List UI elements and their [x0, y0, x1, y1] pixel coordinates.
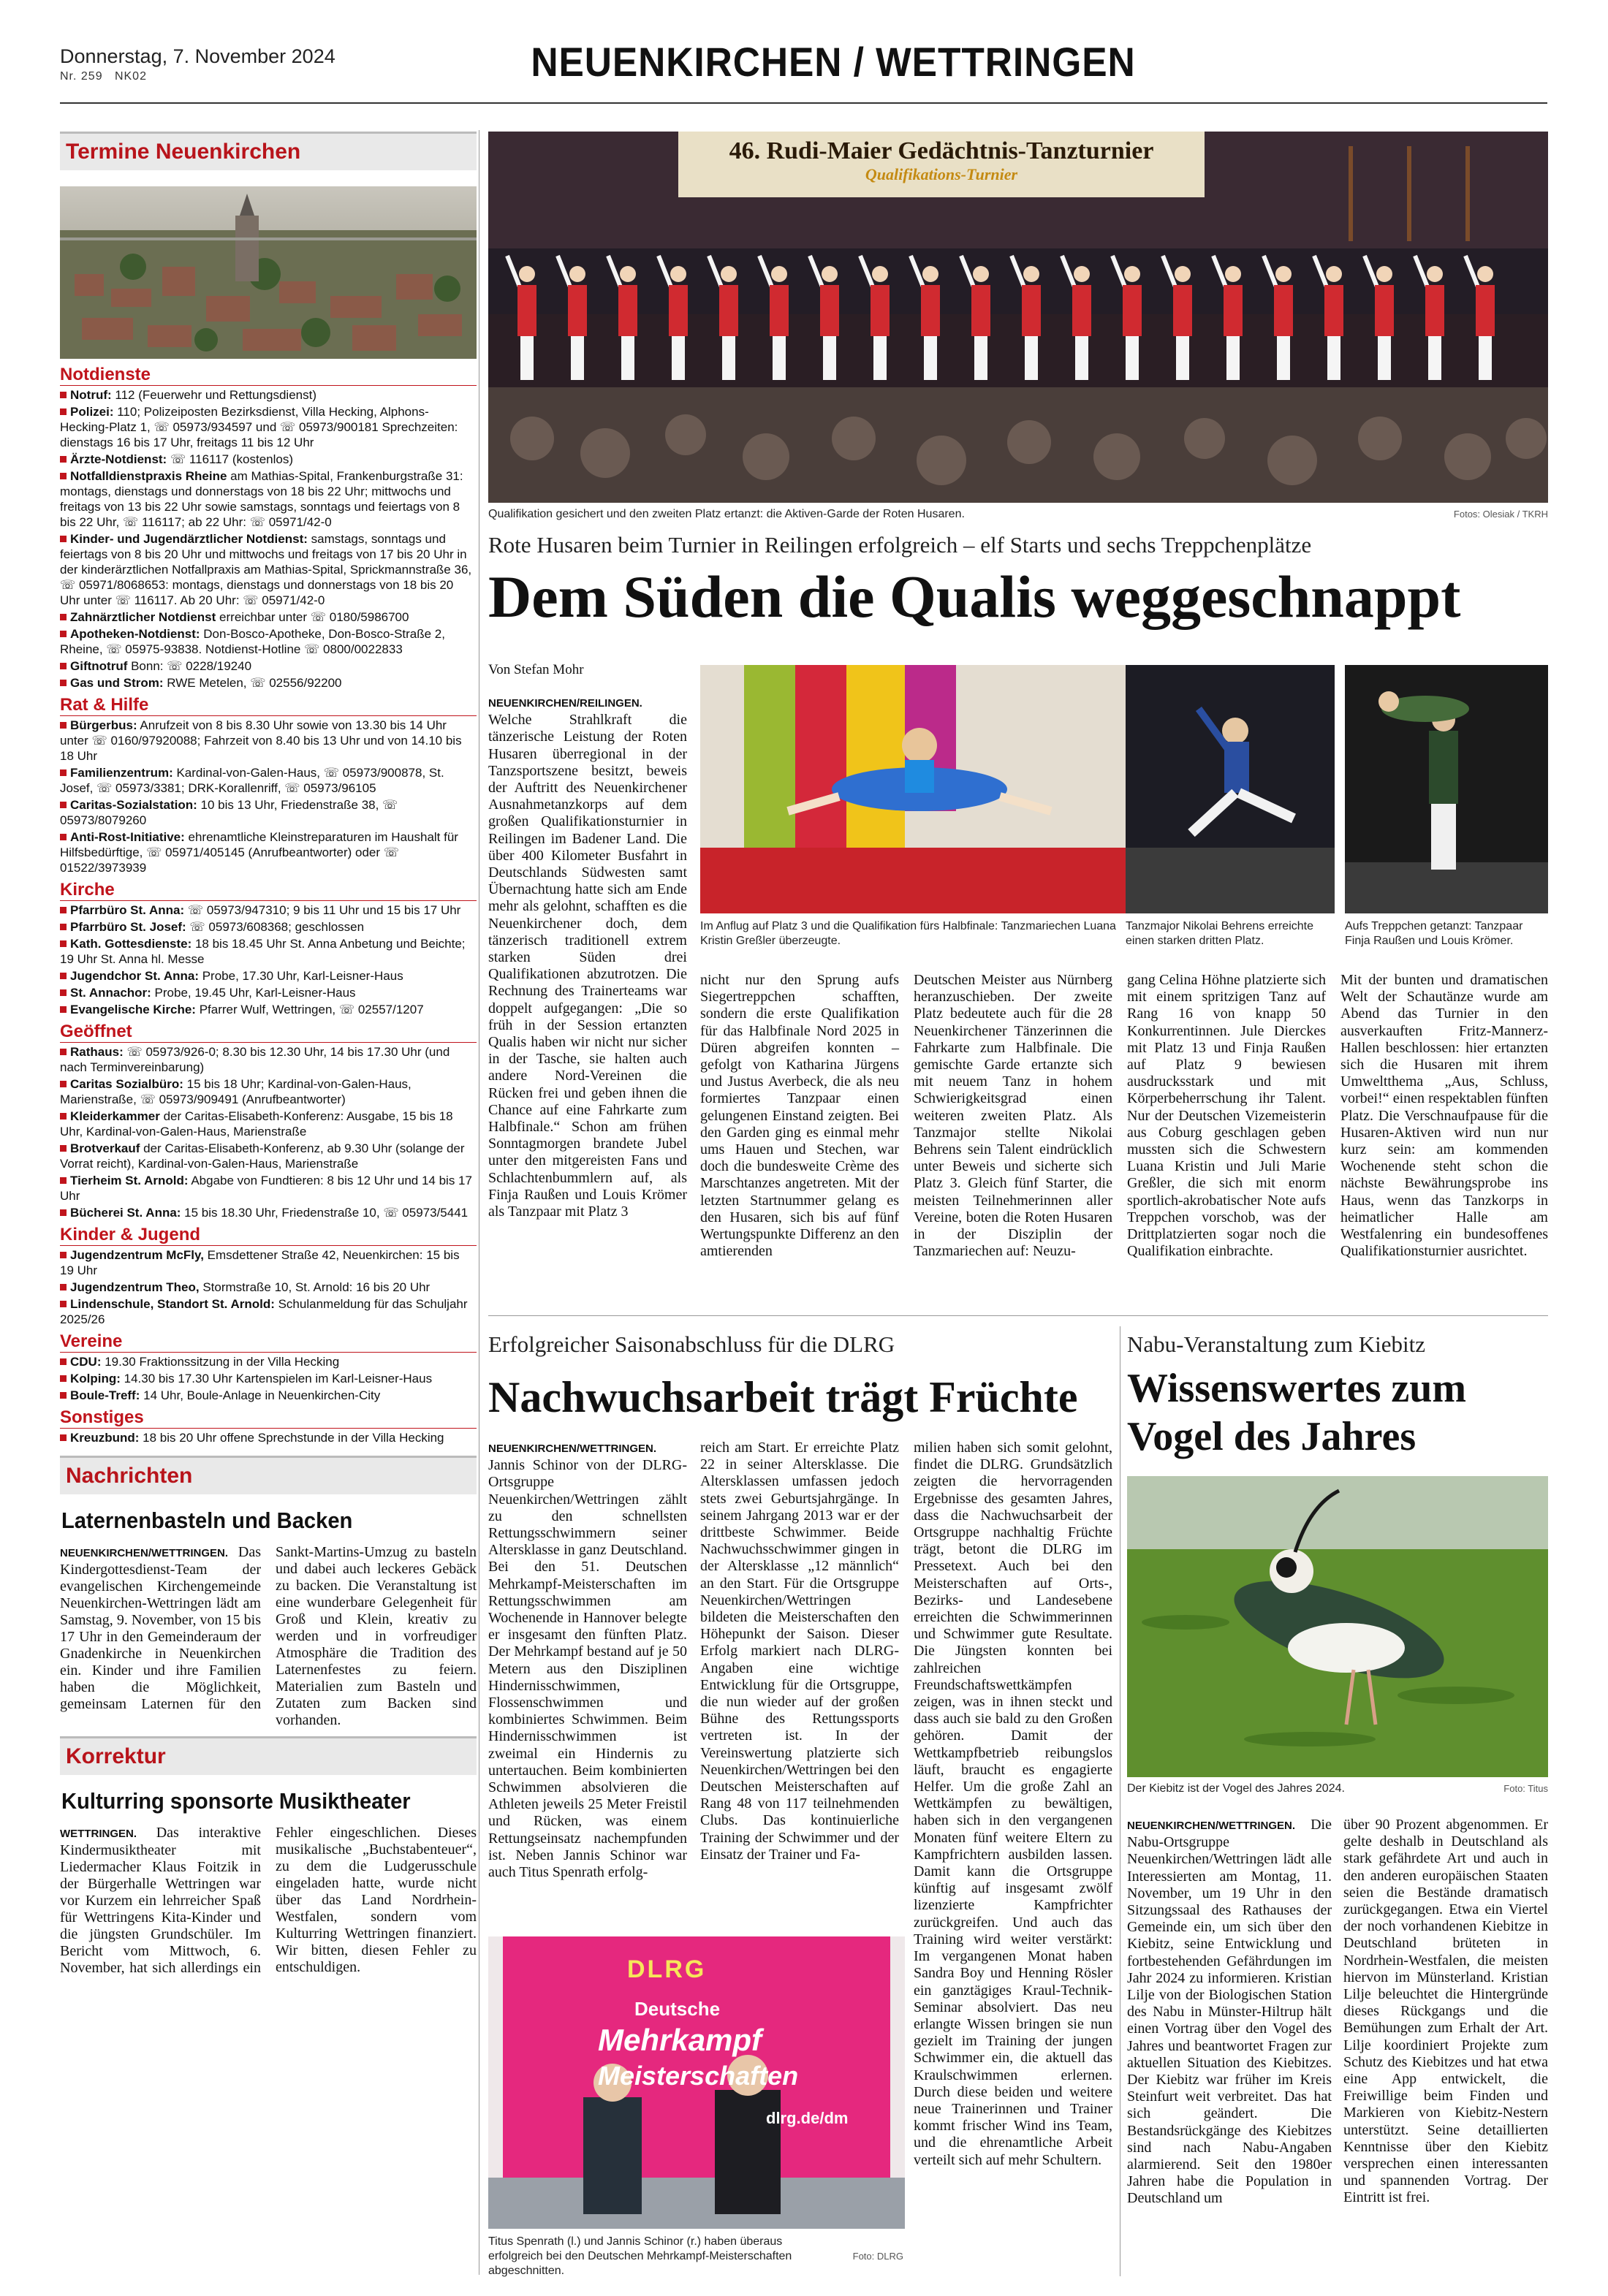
- termine-entry: [60, 1002, 477, 1017]
- dancer-figure: [1123, 285, 1142, 336]
- termine-entry-label: Apotheken-Notdienst:: [70, 627, 200, 641]
- termine-section-heading: Vereine: [60, 1331, 477, 1353]
- nachrichten-body: [60, 1544, 477, 1729]
- bullet-square-icon: [60, 1209, 67, 1216]
- main-col-5: Mit der bunten und dramatischen Welt der Schautänze wurde am Abend das Turnier in den ausverkauften Fritz-Mannerz-Hallen beschlossen: hier ertanzten sich die Husaren mit ihrem Umweltthema „Aus, Schluss, vorbei!“ einen respektablen fünften Platz. Die Verschnaufpause für die Husaren-Aktiven wird nun nur kurz sein: am kommenden Wochenende steht schon die nächste Bewährungsprobe ins Haus, wenn das Tanzkorps in heimatlicher Halle am Westfalenring ein bundesoffenes Qualifikationsturnier ausrichtet.: [1340, 972, 1548, 1260]
- page-title: NEUENKIRCHEN / WETTRINGEN: [531, 39, 1136, 85]
- lapwing-image: [1127, 1476, 1548, 1777]
- termine-entry-text: erreichbar unter ☏ 0180/5986700: [216, 610, 409, 624]
- dancer-head: [1023, 266, 1039, 282]
- termine-entry-label: Jugendzentrum McFly,: [70, 1248, 204, 1262]
- termine-entry-label: Familienzentrum:: [70, 766, 173, 780]
- dancer-head: [1427, 266, 1443, 282]
- termine-section-heading: Notdienste: [60, 365, 477, 386]
- termine-entry: [60, 404, 477, 450]
- dancer-figure: [1425, 285, 1444, 336]
- termine-entry-text: RWE Metelen, ☏ 02556/92200: [163, 676, 342, 690]
- termine-entry-text: 15 bis 18 Uhr; Kardinal-von-Galen-Haus, Marienstraße, ☏ 05973/909491 (Anrufbeantworter): [60, 1077, 412, 1106]
- bullet-square-icon: [60, 1177, 67, 1184]
- termine-entry-label: Evangelische Kirche:: [70, 1003, 196, 1016]
- termine-entry-text: 110; Polizeiposten Bezirksdienst, Villa Hecking, Alphons-Hecking-Platz 1, ☏ 05973/934597 und ☏ 05973/900181 Sprechzeiten: dienstags 16 bis 17 Uhr, freitags 11 bis 12 Uhr: [60, 405, 458, 449]
- termine-entry-label: Kinder- und Jugendärztlicher Notdienst:: [70, 532, 308, 546]
- termine-heading: Termine Neuenkirchen: [60, 132, 477, 170]
- dancer-legs: [1226, 336, 1240, 380]
- dancer-figure: [1274, 285, 1293, 336]
- termine-entry: [60, 829, 477, 875]
- dlrg-col-2: reich am Start. Er erreichte Platz 22 in seiner Altersklasse. Die Altersklassen umfassen jedoch stets zwei Geburtsjahrgänge. In seinem Jahrgang 2013 war er der drittbeste Schwimmer. Beide Nachwuchsschwimmer gingen in der Altersklasse „12 männlich“ an den Start. Für die Ortsgruppe Neuenkirchen/Wettringen bildeten die Meisterschaften den Höhepunkt der Saison. Dieser Erfolg markiert nach DLRG-Angaben eine wichtige Entwicklung für die Ortsgruppe, die nun wieder auf der großen Bühne des Rettungssports vertreten ist. In der Vereinswertung platzierte sich Neuenkirchen/Wettringen bei den Deutschen Meisterschaften auf Rang 48 von 117 teilnehmenden Clubs. Das kontinuierliche Training der Schwimmer und der Einsatz der Trainer und Fa-: [700, 1440, 899, 1863]
- main-col-2: nicht nur den Sprung aufs Siegertreppchen schafften, sondern die erste Qualifikation für das Halbfinale Nord 2025 in Düren abgreifen konnten – gefolgt von Katharina Jürgens und Justus Averbeck, die als neu formiertes Tanzpaar einen gelungenen Einstand zeigten. Bei den Garden ging es einmal mehr ums Hauen und Stechen, war doch die bundesweite Crème des Marschtanzes angetreten. Mit der letzten Startnummer gelang es den Husaren, sich bis auf fünf Wertungspunkte Differenz an den amtierenden: [700, 972, 899, 1260]
- dancer-figure: [1022, 285, 1041, 336]
- bullet-square-icon: [60, 834, 67, 840]
- dancer-figure: [669, 285, 688, 336]
- termine-entry-text: ☏ 05973/608368; geschlossen: [186, 920, 365, 934]
- termine-entry-text: 14 Uhr, Boule-Anlage in Neuenkirchen-City: [140, 1388, 381, 1402]
- termine-entry-label: Ärzte-Notdienst:: [70, 452, 167, 466]
- dancer-head: [670, 266, 686, 282]
- termine-entry: [60, 765, 477, 796]
- termine-entry-text: 18 bis 18.45 Uhr St. Anna Anbetung und Beichte; 19 Uhr St. Anna hl. Messe: [60, 937, 466, 966]
- dancer-legs: [1025, 336, 1038, 380]
- termine-entry-label: Jugendzentrum Theo,: [70, 1280, 200, 1294]
- dlrg-credit: Foto: DLRG: [852, 2251, 903, 2262]
- termine-entry-text: der Caritas-Elisabeth-Konferenz, ab 9.30 Uhr (solange der Vorrat reicht), Kardinal-von-Galen-Haus, Marienstraße: [60, 1141, 465, 1171]
- tanzmariechen-image: [700, 665, 1161, 913]
- kiebitz-photo: [1127, 1476, 1548, 1777]
- termine-entry: [60, 1205, 477, 1220]
- tanzmajor-image: [1126, 665, 1335, 913]
- termine-entry: [60, 468, 477, 530]
- bullet-square-icon: [60, 1113, 67, 1120]
- photo-tanzmajor: [1126, 665, 1335, 913]
- nabu-col1-text: Die Nabu-Ortsgruppe Neuenkirchen/Wettringen lädt alle Interessierten am Montag, 11. November, um 19 Uhr in den Sitzungssaal des Rathauses der Gemeinde ein, um sich über den Kiebitz, seine Entwicklung und fortbestehenden Gefährdungen im Jahr 2024 zu informieren. Kristian Lilje von der Biologischen Station des Nabu in Münster-Hiltrup hält einen Vortrag über den Vogel des Jahres und beantwortet Fragen zur aktuellen Situation des Kiebitzes. Der Kiebitz war früher im Kreis Steinfurt weit verbreitet. Das hat sich geändert. Die Bestandsrückgänge des Kiebitzes sind nach Nabu-Angaben alarmierend. Seit den 1980er Jahren habe die Population in Deutschland um: [1127, 1817, 1332, 2207]
- termine-entry-text: ☏ 05973/947310; 9 bis 11 Uhr und 15 bis 17 Uhr: [184, 903, 461, 917]
- dancer-head: [1376, 266, 1392, 282]
- main-byline: Von Stefan Mohr: [488, 662, 584, 677]
- bullet-square-icon: [60, 1081, 67, 1087]
- termine-entry: [60, 658, 477, 674]
- dancer-legs: [1075, 336, 1088, 380]
- termine-entry-label: Kreuzbund:: [70, 1431, 140, 1445]
- dance-stage-image: [488, 132, 1548, 503]
- banner-subtitle: Qualifikations-Turnier: [865, 165, 1018, 183]
- termine-entry-text: Probe, 17.30 Uhr, Karl-Leisner-Haus: [199, 969, 403, 983]
- termine-entry-label: Brotverkauf: [70, 1141, 140, 1155]
- dlrg-banner-line2: Deutsche: [634, 1998, 721, 2020]
- main-kicker: Rote Husaren beim Turnier in Reilingen erfolgreich – elf Starts und sechs Treppchenplätze: [488, 532, 1312, 558]
- termine-entry: [60, 1076, 477, 1107]
- dancer-figure: [1375, 285, 1394, 336]
- termine-entry-text: 14.30 bis 17.30 Uhr Kartenspielen im Karl-Leisner-Haus: [120, 1372, 433, 1385]
- termine-entry: [60, 797, 477, 828]
- nabu-col-1: [1127, 1817, 1332, 2208]
- dlrg-kicker: Erfolgreicher Saisonabschluss für die DLRG: [488, 1331, 895, 1357]
- bullet-square-icon: [60, 973, 67, 979]
- bullet-square-icon: [60, 940, 67, 947]
- termine-entry-label: Notruf:: [70, 388, 112, 402]
- bullet-square-icon: [60, 536, 67, 542]
- termine-entry-label: Giftnotruf: [70, 659, 128, 673]
- dlrg-caption: Titus Spenrath (l.) und Jannis Schinor (r.) haben überaus erfolgreich bei den Deutschen Mehrkampf-Meisterschaften abgeschnitten.: [488, 2235, 792, 2277]
- bullet-square-icon: [60, 631, 67, 637]
- tanzpaar-image: [1345, 665, 1548, 913]
- termine-entry: [60, 919, 477, 935]
- issue-date: Donnerstag, 7. November 2024: [60, 45, 335, 67]
- termine-entry-text: Schulanmeldung für das Schuljahr 2025/26: [60, 1297, 468, 1326]
- dancer-figure: [1476, 285, 1495, 336]
- termine-entry: [60, 1280, 477, 1295]
- dlrg-col-3: milien haben sich somit gelohnt, findet die DLRG. Grundsätzlich zeigten die hervorragenden Ergebnisse des gesamten Jahres, dass die Nachwuchsarbeit der Ortsgruppe nachhaltig Früchte trägt, betont die DLRG im Pressetext. Auch bei den Meisterschaften auf Orts-, Bezirks- und Landesebene erreichten die Schwimmerinnen und Schwimmer gute Resultate. Die Jüngsten konnten bei zahlreichen Freundschaftswettkämpfen zeigen, was in ihnen steckt und dass auch sie bald zu den Großen gehören. Damit der Wettkampfbetrieb reibungslos läuft, braucht es engagierte Helfer. Um die große Zahl an Wettkämpfen zu bewältigen, haben sich in den vergangenen Monaten fünf weitere Eltern zu Kampfrichtern ausbilden lassen. Damit kann die Ortsgruppe künftig auf insgesamt zwölf lizenzierte Kampfrichter zurückgreifen. Und auch das Training wird weiter verstärkt: Im vergangenen Monat haben Sandra Boy und Henning Rösler ein ganztägiges Kraul-Technik-Seminar absolviert. Das neu erlangte Wissen bringen sie nun gezielt im Training der jungen Schwimmer ein, die aktuell das Kraulschwimmen erlernen. Durch diese beiden und weitere neue Trainerinnen und Trainer kommt frischer Wind ins Team, und die ehrenamtliche Arbeit verteilt sich auf mehr Schultern.: [914, 1440, 1112, 2168]
- dlrg-banner-url: dlrg.de/dm: [766, 2109, 849, 2127]
- bullet-square-icon: [60, 802, 67, 808]
- termine-entry-text: 10 bis 13 Uhr, Friedenstraße 38, ☏ 05973/8079260: [60, 798, 398, 827]
- dancer-figure: [871, 285, 890, 336]
- termine-entry-text: Probe, 19.45 Uhr, Karl-Leisner-Haus: [151, 986, 356, 1000]
- left-column: [60, 132, 477, 1977]
- dancer-legs: [773, 336, 786, 380]
- dancer-head: [1074, 266, 1090, 282]
- dancer-head: [1477, 266, 1493, 282]
- main-photo-garde: [488, 132, 1548, 503]
- nachrichten-dateline: NEUENKIRCHEN/WETTRINGEN.: [60, 1547, 229, 1559]
- dancer-head: [1175, 266, 1191, 282]
- dlrg-banner-logo: DLRG: [627, 1955, 707, 1983]
- dancer-head: [1124, 266, 1140, 282]
- termine-list: [60, 365, 477, 1445]
- dancer-head: [519, 266, 535, 282]
- termine-entry-text: Bonn: ☏ 0228/19240: [127, 659, 252, 673]
- issue-number: [60, 70, 147, 83]
- bullet-square-icon: [60, 1145, 67, 1152]
- dancer-head: [1275, 266, 1292, 282]
- korrektur-dateline: WETTRINGEN.: [60, 1828, 137, 1840]
- termine-entry: [60, 985, 477, 1000]
- termine-entry-label: Bücherei St. Anna:: [70, 1206, 181, 1220]
- termine-entry-text: 19.30 Fraktionssitzung in der Villa Hecking: [101, 1355, 340, 1369]
- photo-tanzpaar: [1345, 665, 1548, 913]
- dancer-head: [872, 266, 888, 282]
- caption-tanzpaar: Aufs Treppchen getanzt: Tanzpaar Finja Raußen und Louis Krömer.: [1345, 920, 1523, 947]
- termine-entry-text: Don-Bosco-Apotheke, Don-Bosco-Straße 2, Rheine, ☏ 05975-93838. Notdienst-Hotline ☏ 0800/0022833: [60, 627, 445, 656]
- termine-entry-label: Gas und Strom:: [70, 676, 164, 690]
- termine-entry-text: Kardinal-von-Galen-Haus, ☏ 05973/900878, St. Josef, ☏ 05973/3381; DRK-Korallenriff, ☏ 05973/96105: [60, 766, 444, 795]
- termine-entry: [60, 1371, 477, 1386]
- termine-entry: [60, 387, 477, 403]
- termine-entry-label: Kath. Gottesdienste:: [70, 937, 192, 951]
- bullet-square-icon: [60, 907, 67, 913]
- dancer-figure: [1072, 285, 1091, 336]
- dancer-legs: [1378, 336, 1391, 380]
- termine-entry: [60, 968, 477, 984]
- bullet-square-icon: [60, 614, 67, 620]
- termine-entry: [60, 1173, 477, 1204]
- termine-section-heading: Kinder & Jugend: [60, 1225, 477, 1246]
- nabu-kicker: Nabu-Veranstaltung zum Kiebitz: [1127, 1331, 1426, 1357]
- dancer-legs: [823, 336, 836, 380]
- dancer-head: [569, 266, 585, 282]
- termine-entry: [60, 1388, 477, 1403]
- dlrg-dateline: NEUENKIRCHEN/WETTRINGEN.: [488, 1442, 657, 1455]
- termine-entry-label: Bürgerbus:: [70, 718, 137, 732]
- main-col1-text: Welche Strahlkraft die tänzerische Leistung der Roten Husaren überregional in der Tanzsportszene besitzt, beweis der Auftritt des Neuenkirchener Ausnahmetanzkorps auf dem großen Qualifikationsturnier in Reilingen im Badener Land. Die über 400 Kilometer Busfahrt in Deutschlands Südwesten samt Übernachtung hatte sich am Ende mehr als gelohnt, schafften es die Neuenkirchener doch, dem tänzerisch traditionell extrem starken Süden drei Qualifikationen abzutrotzen. Die Rechnung des Trainerteams war doppelt aufgegangen: „Die so früh in der Session ertanzten Qualis haben wir nicht nur sicher in der Tasche, sie halten auch andere Nord-Vereinen die Rücken frei und geben ihnen die Chance auf eine Fahrkarte zum Halbfinale.“ Schon am frühen Sonntagmorgen brandete Jubel unter den mitgereisten Fans und Schlachtenbummlern auf, als Finja Raußen und Louis Krömer als Tanzpaar mit Platz 3: [488, 712, 687, 1220]
- bullet-square-icon: [60, 1252, 67, 1258]
- main-headline: Dem Süden die Qualis weggeschnappt: [488, 563, 1461, 630]
- dancer-figure: [517, 285, 536, 336]
- dancer-legs: [1126, 336, 1139, 380]
- termine-entry-text: 112 (Feuerwehr und Rettungsdienst): [111, 388, 316, 402]
- dancer-head: [922, 266, 938, 282]
- main-photo-credit: Fotos: Olesiak / TKRH: [1453, 509, 1548, 520]
- bullet-square-icon: [60, 663, 67, 669]
- dancer-figure: [921, 285, 940, 336]
- bullet-square-icon: [60, 1049, 67, 1055]
- termine-entry: [60, 902, 477, 918]
- dancer-legs: [1277, 336, 1290, 380]
- nabu-caption: Der Kiebitz ist der Vogel des Jahres 2024.: [1127, 1782, 1345, 1795]
- termine-entry-label: Zahnärztlicher Notdienst: [70, 610, 216, 624]
- nachrichten-heading: Nachrichten: [60, 1456, 477, 1494]
- dancer-legs: [1479, 336, 1492, 380]
- korrektur-body: [60, 1825, 477, 1977]
- bullet-square-icon: [60, 924, 67, 930]
- dlrg-col-1: [488, 1440, 687, 1881]
- bullet-square-icon: [60, 1358, 67, 1365]
- termine-entry-label: Jugendchor St. Anna:: [70, 969, 199, 983]
- bullet-square-icon: [60, 1434, 67, 1441]
- issue-nr: Nr. 259: [60, 70, 103, 83]
- dancer-legs: [672, 336, 685, 380]
- nachrichten-title: Laternenbasteln und Backen: [61, 1508, 353, 1533]
- termine-entry-text: 15 bis 18.30 Uhr, Friedenstraße 10, ☏ 05973/5441: [181, 1206, 469, 1220]
- dancer-figure: [1324, 285, 1343, 336]
- section-divider: [488, 1315, 1548, 1316]
- aerial-town-image: [60, 186, 477, 359]
- termine-entry-label: Caritas-Sozialstation:: [70, 798, 197, 812]
- termine-entry-label: Rathaus:: [70, 1045, 124, 1059]
- dlrg-banner-line3: Mehrkampf: [598, 2023, 762, 2057]
- bullet-square-icon: [60, 1006, 67, 1013]
- termine-entry-text: 18 bis 20 Uhr offene Sprechstunde in der Villa Hecking: [139, 1431, 444, 1445]
- termine-entry-label: CDU:: [70, 1355, 102, 1369]
- termine-entry-text: ☏ 116117 (kostenlos): [167, 452, 293, 466]
- termine-entry-text: Pfarrer Wulf, Wettringen, ☏ 02557/1207: [195, 1003, 424, 1016]
- dancer-head: [620, 266, 636, 282]
- termine-entry: [60, 626, 477, 657]
- caption-tanzmariechen: Im Anflug auf Platz 3 und die Qualifikation fürs Halbfinale: Tanzmariechen Luana Kristin Greßler überzeugte.: [700, 920, 1116, 947]
- main-col-1: [488, 694, 687, 1220]
- termine-entry: [60, 675, 477, 691]
- termine-entry: [60, 936, 477, 967]
- nabu-dateline: NEUENKIRCHEN/WETTRINGEN.: [1127, 1820, 1296, 1832]
- termine-section-heading: Sonstiges: [60, 1407, 477, 1429]
- dancer-figure: [568, 285, 587, 336]
- termine-entry-label: Kleiderkammer: [70, 1109, 160, 1123]
- town-photo: [60, 186, 477, 359]
- dancer-figure: [618, 285, 637, 336]
- termine-entry-text: Stormstraße 10, St. Arnold: 16 bis 20 Uhr: [199, 1280, 431, 1294]
- nachrichten-text: Das Kindergottesdienst-Team der evangelischen Kirchengemeinde Neuenkirchen-Wettringen lädt am Samstag, 9. November, von 15 bis 17 Uhr in den Gemeinderaum der Gnadenkirche in Neuenkirchen ein. Kinder und ihre Familien haben die Möglichkeit, gemeinsam Laternen für den Sankt-Martins-Umzug zu basteln und dabei auch leckeres Gebäck zu backen. Die Veranstaltung ist eine wunderbare Gelegenheit für Groß und Klein, kreativ zu werden und in vorfreudiger Atmosphäre die Tradition des Laternenfestes zu feiern. Materialien zum Basteln und Zutaten zum Backen sind vorhanden.: [60, 1544, 477, 1728]
- korrektur-text: Das interaktive Kindermusiktheater mit Liedermacher Klaus Foitzik in der Bürgerhalle Wettringen war vor Kurzem ein lehrreicher Spaß für Wettringens Kita-Kinder und die jüngsten Grundschüler. Im Bericht vom Mittwoch, 6. November, hat sich allerdings ein Fehler eingeschlichen. Dieses musikalische „Buchstabenteuer“, zu dem die Ludgerusschule eingeladen hatte, wurde nicht über das Land Nordrhein-Westfalen, sondern vom Kulturring Wettringen finanziert. Wir bitten, diesen Fehler zu entschuldigen.: [60, 1825, 477, 1976]
- dancer-head: [1225, 266, 1241, 282]
- bullet-square-icon: [60, 1375, 67, 1382]
- dancer-figure: [1173, 285, 1192, 336]
- dancer-head: [822, 266, 838, 282]
- dancer-legs: [571, 336, 584, 380]
- termine-entry: [60, 531, 477, 608]
- termine-section-heading: Rat & Hilfe: [60, 695, 477, 716]
- dancer-legs: [974, 336, 987, 380]
- termine-entry-label: Pfarrbüro St. Josef:: [70, 920, 186, 934]
- termine-entry-label: Kolping:: [70, 1372, 121, 1385]
- dancer-legs: [621, 336, 634, 380]
- bullet-square-icon: [60, 769, 67, 776]
- dancer-legs: [924, 336, 937, 380]
- caption-tanzmajor: Tanzmajor Nikolai Behrens erreichte einen starken dritten Platz.: [1126, 920, 1313, 947]
- termine-entry: [60, 1430, 477, 1445]
- dancer-head: [771, 266, 787, 282]
- dlrg-photo: [488, 1936, 905, 2229]
- dancer-figure: [1224, 285, 1243, 336]
- termine-entry-text: am Mathias-Spital, Frankenburgstraße 31: montags, dienstags und donnerstags von 18 bis 22 Uhr; mittwochs und freitags von 13 bis 22 Uhr sowie samstags, sonntags und feiertags von 8 bis 22 Uhr, ☏ 116117; ab 22 Uhr: ☏ 05971/42-0: [60, 469, 463, 529]
- bullet-square-icon: [60, 1392, 67, 1399]
- termine-entry-label: Lindenschule, Standort St. Arnold:: [70, 1297, 275, 1311]
- bullet-square-icon: [60, 456, 67, 463]
- termine-entry: [60, 1354, 477, 1369]
- korrektur-heading: Korrektur: [60, 1736, 477, 1775]
- dancer-legs: [1327, 336, 1340, 380]
- main-col-3: Deutschen Meister aus Nürnberg heranzuschieben. Der zweite Platz bedeutete auch für die 28 Neuenkirchener Tänzerinnen die Fahrkarte zum Halbfinale. Die gemischte Garde ertanzte sich mit neuem Tanz in hohem Schwierigkeitsgrad einen weiteren zweiten Platz. Als Tanzmajor stellte Nikolai Behrens sein Talent eindrücklich unter Beweis und sicherte sich Platz 3. Gleich fünf Starter, die meisten Teilnehmerinnen aller Vereine, boten die Roten Husaren in der Disziplin der Tanzmariechen auf: Neuzu-: [914, 972, 1112, 1260]
- dancer-figure: [971, 285, 990, 336]
- termine-section-heading: Geöffnet: [60, 1022, 477, 1043]
- dancer-figure: [719, 285, 738, 336]
- termine-entry-label: St. Annachor:: [70, 986, 151, 1000]
- termine-entry-label: Polizei:: [70, 405, 114, 419]
- header-rule: [60, 102, 1547, 104]
- termine-entry-label: Tierheim St. Arnold:: [70, 1174, 189, 1187]
- termine-entry-text: ehrenamtliche Kleinstreparaturen im Haushalt für Hilfsbedürftige, ☏ 05971/405145 (Anrufbeantworter) oder ☏ 01522/3973939: [60, 830, 458, 875]
- main-col-4: gang Celina Höhne platzierte sich mit einem spritzigen Tanz auf Rang 16 von knapp 50 Konkurrentinnen. Jule Dierckes mit Platz 13 und Finja Raußen auf Platz 9 bewiesen ausdrucksstark und mit Körperbeherrschung ihr Talent. Nur der Deutschen Vizemeisterin aus Coburg geschlagen geben mussten sich die Schwestern Luana Kristin und Juli Marie Greßler, die sich mit enorm sportlich-akrobatischer Note aufs Treppchen vorschob, was der Drittplatzierten sogar noch die Qualifikation einbrachte.: [1127, 972, 1326, 1260]
- dancer-legs: [1176, 336, 1189, 380]
- bullet-square-icon: [60, 392, 67, 398]
- main-photo-caption: Qualifikation gesichert und den zweiten Platz ertanzt: die Aktiven-Garde der Roten Husaren.: [488, 508, 965, 520]
- dancer-head: [1326, 266, 1342, 282]
- termine-entry: [60, 609, 477, 625]
- korrektur-title: Kulturring sponsorte Musiktheater: [61, 1788, 411, 1814]
- nabu-headline-line1: Wissenswertes zum: [1127, 1366, 1467, 1411]
- dancer-legs: [722, 336, 735, 380]
- termine-entry: [60, 1141, 477, 1171]
- dlrg-banner-line4: Meisterschaften: [598, 2061, 799, 2091]
- dancer-legs: [873, 336, 887, 380]
- banner-title: 46. Rudi-Maier Gedächtnis-Tanzturnier: [729, 137, 1154, 164]
- nabu-headline-line2: Vogel des Jahres: [1127, 1414, 1417, 1459]
- bullet-square-icon: [60, 722, 67, 729]
- termine-entry: [60, 1296, 477, 1327]
- termine-entry-text: ☏ 05973/926-0; 8.30 bis 12.30 Uhr, 14 bis 17.30 Uhr (und nach Terminvereinbarung): [60, 1045, 450, 1074]
- dancer-head: [721, 266, 737, 282]
- termine-entry-label: Boule-Treff:: [70, 1388, 140, 1402]
- termine-entry: [60, 718, 477, 764]
- photo-tanzmariechen: [700, 665, 1161, 913]
- dlrg-headline: Nachwuchsarbeit trägt Früchte: [488, 1373, 1078, 1421]
- dancer-head: [973, 266, 989, 282]
- termine-entry-label: Pfarrbüro St. Anna:: [70, 903, 185, 917]
- dancer-figure: [820, 285, 839, 336]
- termine-entry: [60, 1247, 477, 1278]
- termine-section-heading: Kirche: [60, 880, 477, 901]
- main-dateline: NEUENKIRCHEN/REILINGEN.: [488, 697, 642, 710]
- tournament-banner: [686, 137, 1197, 184]
- termine-entry-label: Notfalldienstpraxis Rheine: [70, 469, 227, 483]
- nabu-col-2: über 90 Prozent abgenommen. Er gelte deshalb in Deutschland als stark gefährdete Art und auch in den anderen europäischen Staaten seien die Bestände dramatisch zurückgegangen. Etwa ein Viertel der noch vorhandenen Kiebitze in Deutschland brüteten in Nordrhein-Westfalen, die meisten hiervon im Münsterland. Kristian Lilje beleuchtet die Hintergründe dieses Rückgangs und die Bemühungen zum Erhalt der Art. Lilje koordiniert Projekte zum Schutz des Kiebitzes und hat etwa eine App entwickelt, die Freiwillige beim Finden und Markieren von Kiebitz-Nestern unterstützt. Seine detaillierten Kenntnisse über den Kiebitz versprechen einen interessanten und spannenden Vortrag. Der Eintritt ist frei.: [1343, 1817, 1548, 2206]
- termine-entry-text: Abgabe von Fundtieren: 8 bis 12 Uhr und 14 bis 17 Uhr: [60, 1174, 472, 1203]
- bullet-square-icon: [60, 989, 67, 996]
- bullet-square-icon: [60, 1284, 67, 1290]
- termine-entry-text: Emsdettener Straße 42, Neuenkirchen: 15 bis 19 Uhr: [60, 1248, 460, 1277]
- termine-entry-label: Anti-Rost-Initiative:: [70, 830, 185, 844]
- termine-entry-label: Caritas Sozialbüro:: [70, 1077, 183, 1091]
- termine-entry: [60, 1109, 477, 1139]
- dlrg-col1-text: Jannis Schinor von der DLRG-Ortsgruppe Neuenkirchen/Wettringen zählt zu den schnellsten Rettungsschwimmern seiner Altersklasse in ganz Deutschland. Bei den 51. Deutschen Mehrkampf-Meisterschaften im Rettungsschwimmen am Wochenende in Hannover belegte er insgesamt den fünften Platz. Der Mehrkampf bestand auf je 50 Metern aus den Disziplinen Hindernisschwimmen, Flossenschwimmen und kombiniertes Schwimmen. Beim Hindernisschwimmen ist zweimal ein Hindernis zu untertauchen. Beim kombinierten Schwimmen absolvieren die Athleten jeweils 25 Meter Freistil und Rücken, was einem Rettungseinsatz nachempfunden ist. Neben Jannis Schinor war auch Titus Spenrath erfolg-: [488, 1457, 687, 1881]
- termine-entry-text: samstags, sonntags und feiertags von 8 bis 20 Uhr und mittwochs und freitags von 17 bis 20 Uhr in der kinderärztlichen Notfallpraxis am Mathias-Spital, Sprickmannstraße 36, ☏ 05971/8068653: montags, dienstags und donnerstags von 18 bis 20 Uhr unter ☏ 116117. Ab 20 Uhr: ☏ 05971/42-0: [60, 532, 472, 607]
- termine-entry-text: der Caritas-Elisabeth-Konferenz: Ausgabe, 15 bis 18 Uhr, Kardinal-von-Galen-Haus, Marienstraße: [60, 1109, 453, 1139]
- dancer-legs: [1428, 336, 1441, 380]
- bullet-square-icon: [60, 473, 67, 479]
- edition-code: NK02: [114, 70, 147, 83]
- nabu-credit: Foto: Titus: [1503, 1783, 1548, 1794]
- termine-entry: [60, 1044, 477, 1075]
- termine-entry: [60, 452, 477, 467]
- bullet-square-icon: [60, 680, 67, 686]
- bullet-square-icon: [60, 1301, 67, 1307]
- termine-entry-text: Anrufzeit von 8 bis 8.30 Uhr sowie von 13.30 bis 14 Uhr unter ☏ 0160/97920088; Fahrzeit von 8.40 bis 13 Uhr und von 14.10 bis 18 Uhr: [60, 718, 462, 763]
- bullet-square-icon: [60, 408, 67, 415]
- dancer-figure: [770, 285, 789, 336]
- dancer-legs: [520, 336, 534, 380]
